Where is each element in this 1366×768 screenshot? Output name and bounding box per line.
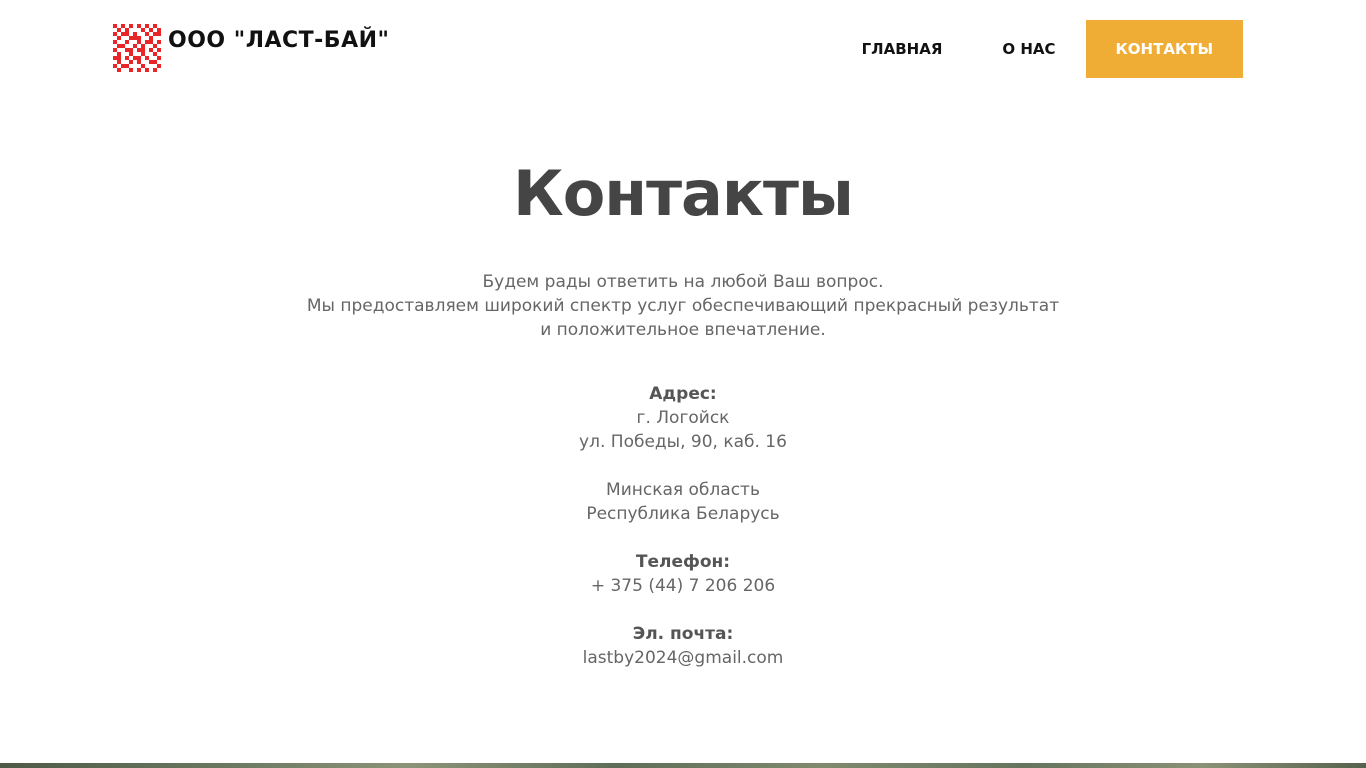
address-country: Республика Беларусь: [586, 504, 780, 524]
email-value: [0, 646, 1366, 670]
nav-item-contacts[interactable]: КОНТАКТЫ: [1086, 20, 1243, 78]
phone-value: [0, 574, 1366, 598]
page-title: Контакты: [513, 157, 853, 230]
address-region: Минская область: [606, 480, 760, 500]
map-preview[interactable]: [0, 763, 1366, 768]
nav-item-home[interactable]: ГЛАВНАЯ: [861, 40, 943, 58]
site-logo[interactable]: [113, 24, 389, 74]
intro-line: и положительное впечатление.: [540, 320, 826, 340]
intro-line: Мы предоставляем широкий спектр услуг обеспечивающий прекрасный результат: [306, 296, 1060, 316]
contact-info: [0, 382, 1366, 670]
spacer: [0, 526, 1366, 550]
email-label: Эл. почта:: [632, 624, 734, 644]
email-link[interactable]: lastby2024@gmail.com: [582, 648, 784, 668]
spacer: [0, 454, 1366, 478]
logo-text[interactable]: ООО "ЛАСТ-БАЙ": [168, 28, 390, 53]
address-city: г. Логойск: [636, 408, 730, 428]
main-nav: [832, 20, 1243, 78]
spacer: [0, 598, 1366, 622]
site-header: [0, 0, 1366, 100]
address-street: ул. Победы, 90, каб. 16: [579, 432, 787, 452]
intro-line: Будем рады ответить на любой Ваш вопрос.: [482, 272, 884, 292]
intro-text: [0, 270, 1366, 342]
address-label: Адрес:: [649, 384, 717, 404]
ornament-logo-icon: [113, 24, 163, 74]
nav-item-about[interactable]: О НАС: [1002, 40, 1056, 58]
phone-link[interactable]: + 375 (44) 7 206 206: [590, 576, 776, 596]
phone-label: Телефон:: [635, 552, 731, 572]
